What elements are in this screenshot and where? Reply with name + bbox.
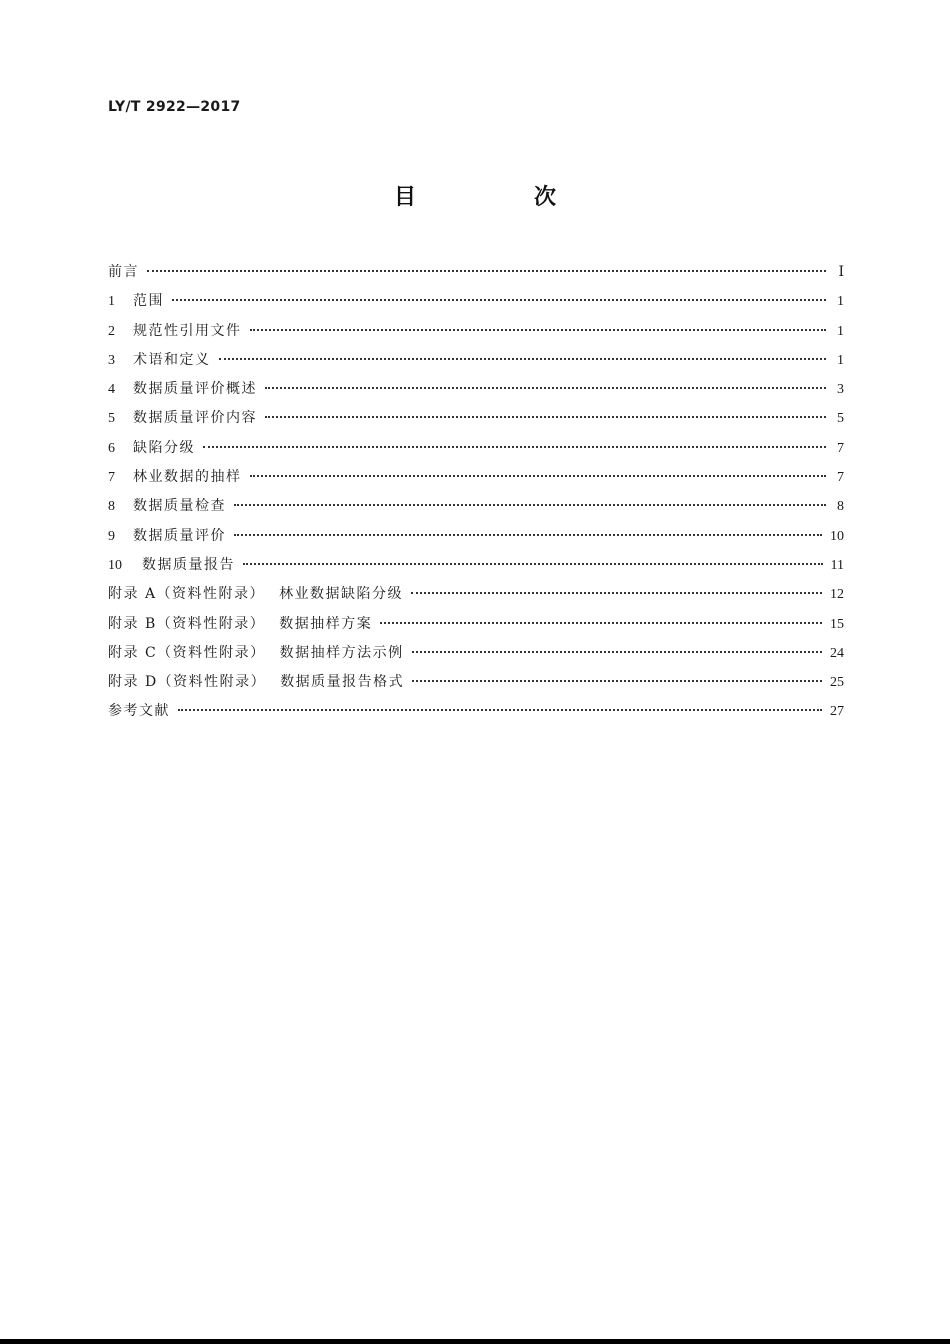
toc-leader-dots: [380, 622, 822, 624]
toc-entry-page: 7: [837, 470, 844, 486]
toc-entry-label: 附录 B（资料性附录）: [108, 615, 266, 632]
toc-leader-dots: [412, 680, 822, 682]
toc-leader-dots: [147, 270, 826, 272]
toc-entry-6[interactable]: [108, 434, 844, 463]
toc-leader-dots: [234, 534, 822, 536]
toc-entry-appendix-b[interactable]: [108, 610, 844, 639]
toc-leader-dots: [265, 416, 826, 418]
toc-entry-label: 参考文献: [108, 703, 170, 720]
toc-entry-page: 8: [837, 499, 844, 515]
toc-entry-sublabel: 数据质量报告格式: [280, 674, 405, 691]
toc-entry-number: 10: [108, 557, 122, 573]
toc-leader-dots: [234, 504, 826, 506]
toc-leader-dots: [172, 299, 826, 301]
toc-entry-page: 10: [830, 528, 844, 544]
toc-entry-2[interactable]: [108, 317, 844, 346]
toc-entry-10[interactable]: [108, 551, 844, 580]
standard-code: LY/T 2922—2017: [108, 99, 241, 115]
toc-entry-page: 3: [837, 382, 844, 398]
toc-entry-appendix-c[interactable]: [108, 639, 844, 668]
toc-entry-number: 9: [108, 528, 115, 544]
toc-entry-3[interactable]: [108, 346, 844, 375]
toc-entry-page: 1: [837, 352, 844, 368]
toc-entry-page: 27: [830, 704, 844, 720]
toc-entry-1[interactable]: [108, 287, 844, 316]
toc-entry-label: 术语和定义: [133, 351, 211, 368]
toc-entry-number: 2: [108, 323, 115, 339]
toc-entry-label: 数据质量报告: [142, 556, 235, 573]
toc-entry-number: 1: [108, 294, 115, 310]
toc-entry-page: 24: [830, 645, 844, 661]
toc-entry-label: 林业数据的抽样: [133, 469, 242, 486]
toc-entry-page: 25: [830, 675, 844, 691]
toc-leader-dots: [243, 563, 823, 565]
toc-entry-page: 12: [830, 587, 844, 603]
toc-entry-number: 3: [108, 352, 115, 368]
toc-leader-dots: [203, 446, 826, 448]
toc-entry-page: 1: [837, 323, 844, 339]
toc-entry-number: 4: [108, 382, 115, 398]
toc-entry-number: 7: [108, 470, 115, 486]
toc-entry-page: 11: [830, 557, 844, 573]
toc-entry-label: 附录 C（资料性附录）: [108, 644, 266, 661]
toc-entry-references[interactable]: [108, 697, 844, 726]
toc-entry-sublabel: 数据抽样方案: [279, 615, 373, 632]
toc-entry-page: Ⅰ: [838, 265, 844, 280]
toc-entry-sublabel: 数据抽样方法示例: [279, 644, 404, 661]
toc-entry-number: 5: [108, 411, 115, 427]
toc-entry-sublabel: 林业数据缺陷分级: [279, 586, 404, 603]
toc-leader-dots: [265, 387, 826, 389]
toc-entry-appendix-d[interactable]: [108, 668, 844, 697]
toc-entry-number: 6: [108, 440, 115, 456]
toc-entry-label: 附录 A（资料性附录）: [108, 586, 266, 603]
toc-entry-label: 前言: [108, 264, 139, 280]
toc-entry-label: 规范性引用文件: [133, 322, 242, 339]
toc-entry-9[interactable]: [108, 522, 844, 551]
toc-entry-4[interactable]: [108, 375, 844, 404]
toc-entry-appendix-a[interactable]: [108, 580, 844, 609]
toc-entry-label: 数据质量检查: [133, 498, 226, 515]
toc-entry-label: 缺陷分级: [133, 439, 195, 456]
toc-leader-dots: [178, 709, 822, 711]
page-bottom-edge: [0, 1339, 950, 1344]
toc-entry-page: 7: [837, 440, 844, 456]
toc-entry-number: 8: [108, 499, 115, 515]
toc-entry-label: 数据质量评价: [133, 527, 226, 544]
toc-entry-label: 附录 D（资料性附录）: [108, 674, 267, 691]
toc-leader-dots: [412, 651, 822, 653]
toc-entry-page: 1: [837, 294, 844, 310]
toc-entry-label: 数据质量评价概述: [133, 381, 257, 398]
toc-leader-dots: [411, 592, 822, 594]
toc-entry-preface[interactable]: [108, 258, 844, 287]
toc-entry-page: 5: [837, 411, 844, 427]
toc-entry-page: 15: [830, 616, 844, 632]
toc-entry-8[interactable]: [108, 492, 844, 521]
table-of-contents: [108, 258, 844, 727]
page-title: 目 次: [393, 185, 604, 210]
toc-entry-label: 范围: [133, 293, 164, 310]
toc-entry-7[interactable]: [108, 463, 844, 492]
toc-leader-dots: [250, 329, 827, 331]
toc-entry-5[interactable]: [108, 404, 844, 433]
toc-leader-dots: [250, 475, 827, 477]
toc-leader-dots: [219, 358, 827, 360]
toc-entry-label: 数据质量评价内容: [133, 410, 257, 427]
